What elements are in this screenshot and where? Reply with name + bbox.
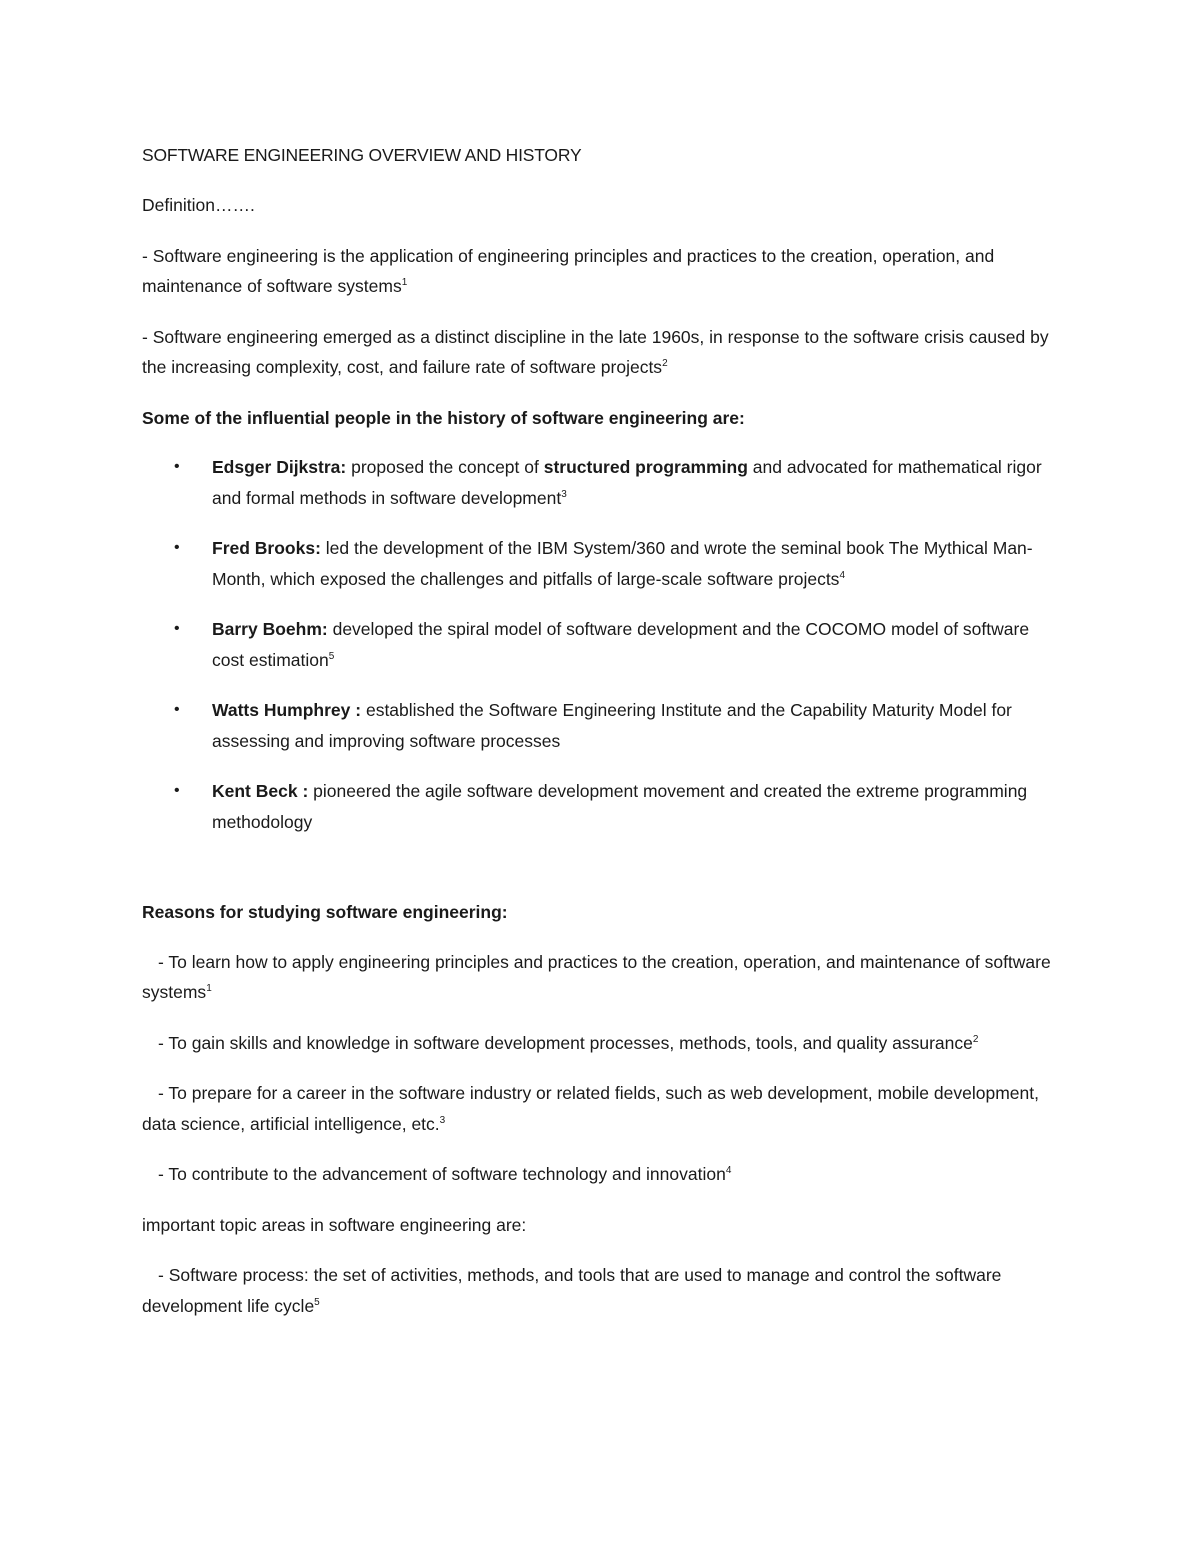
- bullet-icon: •: [174, 782, 180, 799]
- person-description-continued: and advocated for mathematical rigor and formal methods in software development: [212, 457, 1042, 508]
- footnote-ref: 4: [725, 1165, 732, 1177]
- bullet-icon: •: [174, 620, 180, 637]
- list-item: [142, 776, 1052, 837]
- footnote-ref: 3: [561, 488, 567, 500]
- person-name: Watts Humphrey :: [212, 700, 362, 720]
- person-name: Fred Brooks:: [212, 538, 321, 558]
- footnote-ref: 5: [328, 650, 335, 662]
- topic-text: - Software process: the set of activities, methods, and tools that are used to manage and control the software development life cycle: [142, 1265, 1002, 1316]
- person-description: proposed the concept of: [346, 457, 544, 477]
- reason-paragraph: [142, 1159, 1052, 1190]
- definition-paragraph: [142, 241, 1052, 302]
- reasons-heading: Reasons for studying software engineering:: [142, 902, 508, 922]
- reason-text: - To contribute to the advancement of software technology and innovation: [158, 1164, 726, 1184]
- person-description: developed the spiral model of software development and the COCOMO model of software cost estimation: [212, 619, 1030, 670]
- footnote-ref: 5: [314, 1296, 320, 1308]
- person-name: Edsger Dijkstra:: [212, 457, 347, 477]
- definition-paragraph: [142, 322, 1052, 383]
- person-name: Kent Beck :: [212, 781, 309, 801]
- person-description: led the development of the IBM System/360 and wrote the seminal book The Mythical Man-Month, which exposed the challenges and pitfalls of large-scale software projects: [212, 538, 1033, 589]
- definition-text: - Software engineering emerged as a distinct discipline in the late 1960s, in response to the software crisis caused by the increasing complexity, cost, and failure rate of software projects: [142, 326, 1049, 377]
- document-title: SOFTWARE ENGINEERING OVERVIEW AND HISTORY: [142, 145, 582, 165]
- person-name: Barry Boehm:: [212, 619, 328, 639]
- document-page: [142, 140, 1052, 1341]
- reason-text: - To gain skills and knowledge in software development processes, methods, tools, and quality assurance: [158, 1032, 973, 1053]
- definition-label: Definition…….: [142, 195, 255, 215]
- footnote-ref: 2: [662, 358, 668, 370]
- reason-text: - To learn how to apply engineering principles and practices to the creation, operation, and maintenance of software systems: [142, 951, 1051, 1002]
- footnote-ref: 1: [206, 983, 212, 995]
- list-item: [142, 452, 1052, 513]
- bullet-icon: •: [174, 539, 180, 556]
- emphasized-term: structured programming: [543, 457, 748, 477]
- footnote-ref: 2: [972, 1033, 979, 1045]
- topic-paragraph: [142, 1260, 1052, 1321]
- list-item: [142, 533, 1052, 594]
- reason-text: - To prepare for a career in the software industry or related fields, such as web development, mobile development, data science, artificial intelligence, etc.: [142, 1083, 1039, 1134]
- bullet-icon: •: [174, 458, 180, 475]
- people-heading: Some of the influential people in the history of software engineering are:: [142, 407, 745, 428]
- footnote-ref: 3: [439, 1114, 446, 1126]
- people-list: [142, 452, 1052, 837]
- person-description: pioneered the agile software development movement and created the extreme programming methodology: [212, 781, 1028, 832]
- reason-paragraph: [142, 1078, 1052, 1139]
- reason-paragraph: [142, 1028, 1052, 1059]
- blank-line: [142, 857, 1052, 897]
- footnote-ref: 1: [401, 277, 408, 289]
- list-item: [142, 695, 1052, 756]
- person-description: established the Software Engineering Institute and the Capability Maturity Model for assessing and improving software processes: [212, 700, 1012, 751]
- topics-heading: important topic areas in software engineering are:: [142, 1214, 527, 1235]
- list-item: [142, 614, 1052, 675]
- definition-text: - Software engineering is the application of engineering principles and practices to the creation, operation, and maintenance of software systems: [142, 245, 995, 296]
- reason-paragraph: [142, 947, 1052, 1008]
- bullet-icon: •: [174, 701, 180, 718]
- footnote-ref: 4: [839, 569, 845, 581]
